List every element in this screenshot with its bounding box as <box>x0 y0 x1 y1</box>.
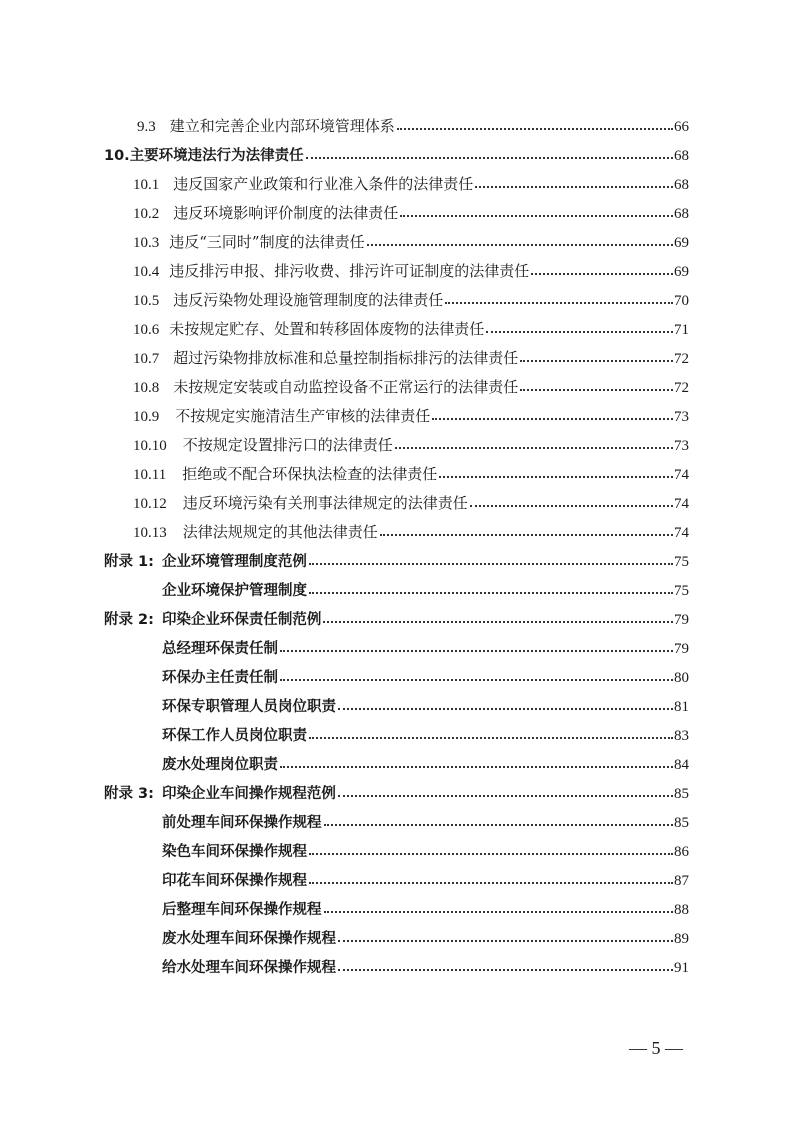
dot-leader <box>309 591 673 594</box>
toc-entry-title <box>133 434 393 455</box>
toc-entry-page: 88 <box>674 902 689 918</box>
toc-entry-text: 企业环境管理制度范例 <box>161 554 307 570</box>
toc-entry <box>162 835 689 861</box>
toc-entry <box>162 632 689 658</box>
toc-entry-text: 不按规定设置排污口的法律责任 <box>182 436 393 454</box>
toc-entry-page: 69 <box>674 235 689 251</box>
dot-leader <box>309 562 673 565</box>
toc-appendix-entry <box>104 603 689 629</box>
toc-entry-page: 75 <box>674 554 689 570</box>
toc-entry-number: 10.9 <box>133 409 160 425</box>
toc-entry-title <box>104 608 321 629</box>
dot-leader <box>380 533 673 536</box>
toc-entry-page: 80 <box>674 670 689 686</box>
toc-entry <box>133 226 689 252</box>
toc-entry-page: 87 <box>674 873 689 889</box>
toc-entry <box>162 922 689 948</box>
toc-entry <box>133 342 689 368</box>
toc-entry-number: 10.4 <box>133 264 160 280</box>
toc-entry-text: 违反“三同时”制度的法律责任 <box>169 233 365 251</box>
toc-entry-number: 10.5 <box>133 293 160 309</box>
toc-appendix-entry <box>104 777 689 803</box>
toc-entry-number: 10.2 <box>133 206 160 222</box>
toc-entry-page: 74 <box>674 525 689 541</box>
toc-entry-title: 废水处理车间环保操作规程 <box>162 931 336 947</box>
toc-entry-title <box>133 376 518 397</box>
toc-entry <box>133 400 689 426</box>
toc-entry-page: 86 <box>674 844 689 860</box>
toc-entry-title <box>133 289 443 310</box>
toc-entry-title: 染色车间环保操作规程 <box>162 844 307 860</box>
toc-entry-page: 84 <box>674 757 689 773</box>
toc-entry <box>133 255 689 281</box>
toc-entry-page: 73 <box>674 409 689 425</box>
toc-entry-text: 印染企业车间操作规程范例 <box>161 786 336 802</box>
toc-entry-page: 74 <box>674 496 689 512</box>
toc-entry-title <box>104 550 307 571</box>
toc-entry-title <box>133 405 430 426</box>
toc-entry-title: 给水处理车间环保操作规程 <box>162 960 336 976</box>
toc-entry-title <box>137 115 395 136</box>
toc-entry <box>162 719 689 745</box>
toc-entry-title <box>133 347 518 368</box>
toc-entry-number: 10.1 <box>133 177 160 193</box>
dot-leader <box>486 330 673 333</box>
toc-entry-page: 71 <box>674 322 689 338</box>
toc-entry-title <box>104 144 304 165</box>
toc-entry-text: 违反环境影响评价制度的法律责任 <box>173 204 399 222</box>
toc-entry <box>133 313 689 339</box>
toc-entry-text: 超过污染物排放标准和总量控制指标排污的法律责任 <box>173 349 519 367</box>
dot-leader <box>520 359 673 362</box>
toc-entry-title: 环保工作人员岗位职责 <box>162 728 307 744</box>
toc-entry-text: 建立和完善企业内部环境管理体系 <box>169 117 395 135</box>
dot-leader <box>280 678 673 681</box>
toc-entry-text: 印染企业环保责任制范例 <box>161 612 322 628</box>
toc-entry-title: 前处理车间环保操作规程 <box>162 815 322 831</box>
dot-leader <box>520 388 673 391</box>
toc-entry-text: 主要环境违法行为法律责任 <box>129 148 304 164</box>
dot-leader <box>306 156 673 159</box>
toc-entry-number: 10.6 <box>133 322 160 338</box>
toc-entry-text: 违反环境污染有关刑事法律规定的法律责任 <box>182 494 468 512</box>
toc-entry-text: 违反排污申报、排污收费、排污许可证制度的法律责任 <box>169 262 530 280</box>
toc-entry <box>162 574 689 600</box>
dot-leader <box>439 475 673 478</box>
toc-entry-page: 79 <box>674 641 689 657</box>
dot-leader <box>367 243 673 246</box>
dot-leader <box>324 910 674 913</box>
toc-entry <box>104 139 689 165</box>
page-number: — 5 — <box>629 1038 683 1058</box>
toc-entry-page: 73 <box>674 438 689 454</box>
toc-entry-page: 79 <box>674 612 689 628</box>
toc-entry-text: 未按规定贮存、处置和转移固体废物的法律责任 <box>169 320 485 338</box>
toc-entry-title: 废水处理岗位职责 <box>162 757 278 773</box>
dot-leader <box>324 823 674 826</box>
toc-entry <box>133 168 689 194</box>
dot-leader <box>338 794 673 797</box>
toc-entry <box>162 690 689 716</box>
dot-leader <box>400 214 673 217</box>
toc-entry <box>133 284 689 310</box>
toc-entry-number: 9.3 <box>137 119 156 135</box>
toc-entry-number: 10. <box>104 148 130 164</box>
toc-entry-text: 法律法规规定的其他法律责任 <box>182 523 378 541</box>
toc-entry-page: 70 <box>674 293 689 309</box>
dot-leader <box>397 127 673 130</box>
toc-entry-title <box>104 782 336 803</box>
toc-entry-title <box>133 202 398 223</box>
toc-entry-title <box>133 463 437 484</box>
toc-entry-page: 85 <box>674 786 689 802</box>
toc-entry-title: 环保办主任责任制 <box>162 670 278 686</box>
toc-entry-page: 89 <box>674 931 689 947</box>
toc-entry-text: 违反污染物处理设施管理制度的法律责任 <box>173 291 444 309</box>
toc-entry-page: 74 <box>674 467 689 483</box>
toc-entry-title: 总经理环保责任制 <box>162 641 278 657</box>
toc-entry-page: 69 <box>674 264 689 280</box>
toc-entry-number: 10.11 <box>133 467 167 483</box>
toc-entry-title <box>133 492 468 513</box>
toc-entry-title: 后整理车间环保操作规程 <box>162 902 322 918</box>
toc-entry-title: 印花车间环保操作规程 <box>162 873 307 889</box>
toc-entry <box>162 661 689 687</box>
toc-entry-title: 环保专职管理人员岗位职责 <box>162 699 336 715</box>
dot-leader <box>323 620 673 623</box>
toc-entry-page: 68 <box>674 206 689 222</box>
toc-entry-text: 不按规定实施清洁生产审核的法律责任 <box>175 407 431 425</box>
toc-entry-page: 72 <box>674 380 689 396</box>
toc-entry-title <box>133 173 473 194</box>
toc-entry-page: 91 <box>674 960 689 976</box>
dot-leader <box>338 968 673 971</box>
toc-entry-number: 10.3 <box>133 235 160 251</box>
toc-entry-title: 企业环境保护管理制度 <box>162 583 307 599</box>
toc-entry <box>162 951 689 977</box>
toc-entry-number: 10.13 <box>133 525 167 541</box>
toc-entry-number: 附录 1: <box>104 554 154 570</box>
toc-entry <box>162 806 689 832</box>
dot-leader <box>470 504 673 507</box>
toc-entry-title <box>133 260 529 281</box>
toc-entry <box>133 429 689 455</box>
toc-entry-title <box>133 318 484 339</box>
toc-entry-page: 75 <box>674 583 689 599</box>
toc-entry-number: 10.8 <box>133 380 160 396</box>
toc-entry <box>133 371 689 397</box>
toc-entry <box>133 458 689 484</box>
dot-leader <box>338 939 673 942</box>
toc-entry <box>137 110 689 136</box>
toc-entry-page: 83 <box>674 728 689 744</box>
dot-leader <box>338 707 673 710</box>
dot-leader <box>475 185 673 188</box>
dot-leader <box>280 649 673 652</box>
toc-entry-page: 66 <box>674 119 689 135</box>
toc-entry <box>133 487 689 513</box>
dot-leader <box>309 736 673 739</box>
dot-leader <box>280 765 673 768</box>
toc-entry-text: 未按规定安装或自动监控设备不正常运行的法律责任 <box>173 378 519 396</box>
toc-entry-number: 10.7 <box>133 351 160 367</box>
toc-entry-number: 附录 2: <box>104 612 154 628</box>
toc-entry-text: 拒绝或不配合环保执法检查的法律责任 <box>182 465 438 483</box>
toc-entry-page: 68 <box>674 148 689 164</box>
toc-entry-number: 10.10 <box>133 438 167 454</box>
toc-entry-page: 72 <box>674 351 689 367</box>
toc-entry <box>133 197 689 223</box>
dot-leader <box>432 417 673 420</box>
toc-entry-number: 附录 3: <box>104 786 154 802</box>
toc-entry-number: 10.12 <box>133 496 167 512</box>
toc-entry-page: 81 <box>674 699 689 715</box>
toc-entry <box>162 748 689 774</box>
toc-entry-title <box>133 231 365 252</box>
toc-appendix-entry <box>104 545 689 571</box>
dot-leader <box>395 446 673 449</box>
toc-entry-text: 违反国家产业政策和行业准入条件的法律责任 <box>173 175 474 193</box>
dot-leader <box>445 301 673 304</box>
dot-leader <box>309 852 673 855</box>
toc-entry <box>162 864 689 890</box>
dot-leader <box>531 272 673 275</box>
toc-entry <box>162 893 689 919</box>
toc-entry <box>133 516 689 542</box>
toc-entry-title <box>133 521 378 542</box>
toc-entry-page: 68 <box>674 177 689 193</box>
toc-entry-page: 85 <box>674 815 689 831</box>
dot-leader <box>309 881 673 884</box>
